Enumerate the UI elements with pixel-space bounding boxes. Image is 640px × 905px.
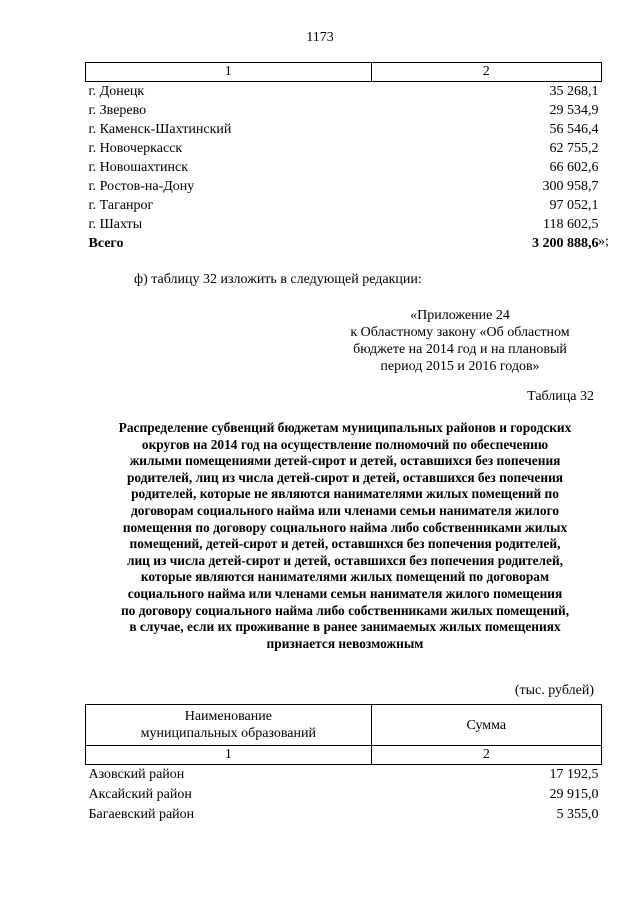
closing-quote: »;	[598, 234, 609, 249]
subsidy-amount: 300 958,7	[542, 179, 599, 194]
table-row	[86, 101, 602, 120]
municipality-name: г. Таганрог	[88, 198, 154, 213]
municipality-name: г. Новошахтинск	[88, 160, 189, 175]
title-line: признается невозможным	[266, 635, 424, 651]
title-line: помещения по договору социального найма либо собственниками жилых	[122, 519, 568, 535]
table-row	[86, 82, 602, 102]
table-label: Таблица 32	[527, 389, 594, 404]
header-municipality: Наименование муниципальных образований	[86, 705, 372, 746]
bottom-table-number-row	[86, 746, 602, 765]
title-line: по договору социального найма либо собственниками жилых помещений,	[120, 602, 570, 618]
top-table-header-row	[86, 63, 602, 82]
subsidy-amount: 29 534,9	[549, 103, 599, 118]
table-row	[86, 196, 602, 215]
table-row	[86, 177, 602, 196]
table-title	[80, 420, 610, 652]
column-number-1: 1	[86, 63, 372, 82]
appendix-line: к Областному закону «Об областном	[350, 325, 570, 340]
table-row	[86, 805, 602, 825]
title-line: округов на 2014 год на осуществление полномочий по обеспечению	[141, 436, 549, 452]
subsidy-amount: 17 192,5	[549, 767, 599, 782]
municipality-name: г. Каменск-Шахтинский	[88, 122, 232, 137]
unit-label: (тыс. рублей)	[514, 683, 594, 698]
top-table	[85, 62, 602, 253]
appendix-line: период 2015 и 2016 годов»	[380, 359, 540, 374]
title-line: жилыми помещениями детей-сирот и детей, оставшихся без попечения	[129, 453, 561, 469]
municipality-name: г. Ростов-на-Дону	[88, 179, 195, 194]
subsidy-amount: 62 755,2	[549, 141, 599, 156]
municipality-name: Багаевский район	[88, 807, 195, 822]
title-line: родителей, лиц из числа детей-сирот и детей, оставшихся без попечения	[126, 469, 564, 485]
table-row	[86, 158, 602, 177]
amendment-instruction: ф) таблицу 32 изложить в следующей редакции:	[134, 272, 422, 287]
total-label: Всего	[88, 236, 124, 251]
municipality-name: Аксайский район	[88, 787, 192, 802]
subsidy-amount: 35 268,1	[549, 84, 599, 99]
table-row	[86, 215, 602, 234]
municipality-name: г. Новочеркасск	[88, 141, 183, 156]
title-line: помещений, детей-сирот и детей, оставшихся без попечения родителей,	[129, 536, 561, 552]
municipality-name: г. Донецк	[88, 84, 145, 99]
bottom-table-header-row	[86, 705, 602, 746]
subsidy-amount: 5 355,0	[556, 807, 599, 822]
subsidy-amount: 97 052,1	[549, 198, 599, 213]
appendix-reference	[330, 307, 590, 375]
title-line: в случае, если их проживание в ранее занимаемых жилых помещениях	[129, 619, 561, 635]
column-number-2: 2	[371, 63, 602, 82]
title-line: Распределение субвенций бюджетам муниципальных районов и городских	[118, 420, 572, 435]
municipality-name: г. Зверево	[88, 103, 147, 118]
subsidy-amount: 66 602,6	[549, 160, 599, 175]
appendix-line: бюджете на 2014 год и на плановый	[353, 342, 567, 357]
municipality-name: г. Шахты	[88, 217, 143, 232]
column-number-2: 2	[371, 746, 601, 765]
header-sum: Сумма	[371, 705, 601, 746]
subsidy-amount: 118 602,5	[543, 217, 599, 232]
table-row	[86, 765, 602, 786]
subsidy-amount: 56 546,4	[549, 122, 599, 137]
page-number: 1173	[306, 30, 334, 45]
table-row	[86, 139, 602, 158]
bottom-table	[85, 704, 602, 825]
table-row	[86, 785, 602, 805]
column-number-1: 1	[86, 746, 372, 765]
total-row	[86, 234, 602, 253]
subsidy-amount: 29 915,0	[549, 787, 599, 802]
title-line: социального найма или членами семьи нанимателя жилого помещения	[127, 585, 563, 601]
title-line: которые являются нанимателями жилых помещений по договорам	[140, 569, 550, 585]
title-line: лиц из числа детей-сирот и детей, оставшихся без попечения родителей,	[126, 552, 564, 568]
table-row	[86, 120, 602, 139]
title-line: родителей, которые не являются нанимателями жилых помещений по	[131, 486, 559, 502]
title-line: договорам социального найма или членами семьи нанимателя жилого	[130, 502, 560, 518]
appendix-line: «Приложение 24	[410, 308, 510, 323]
municipality-name: Азовский район	[88, 767, 185, 782]
total-value: 3 200 888,6	[532, 236, 599, 251]
